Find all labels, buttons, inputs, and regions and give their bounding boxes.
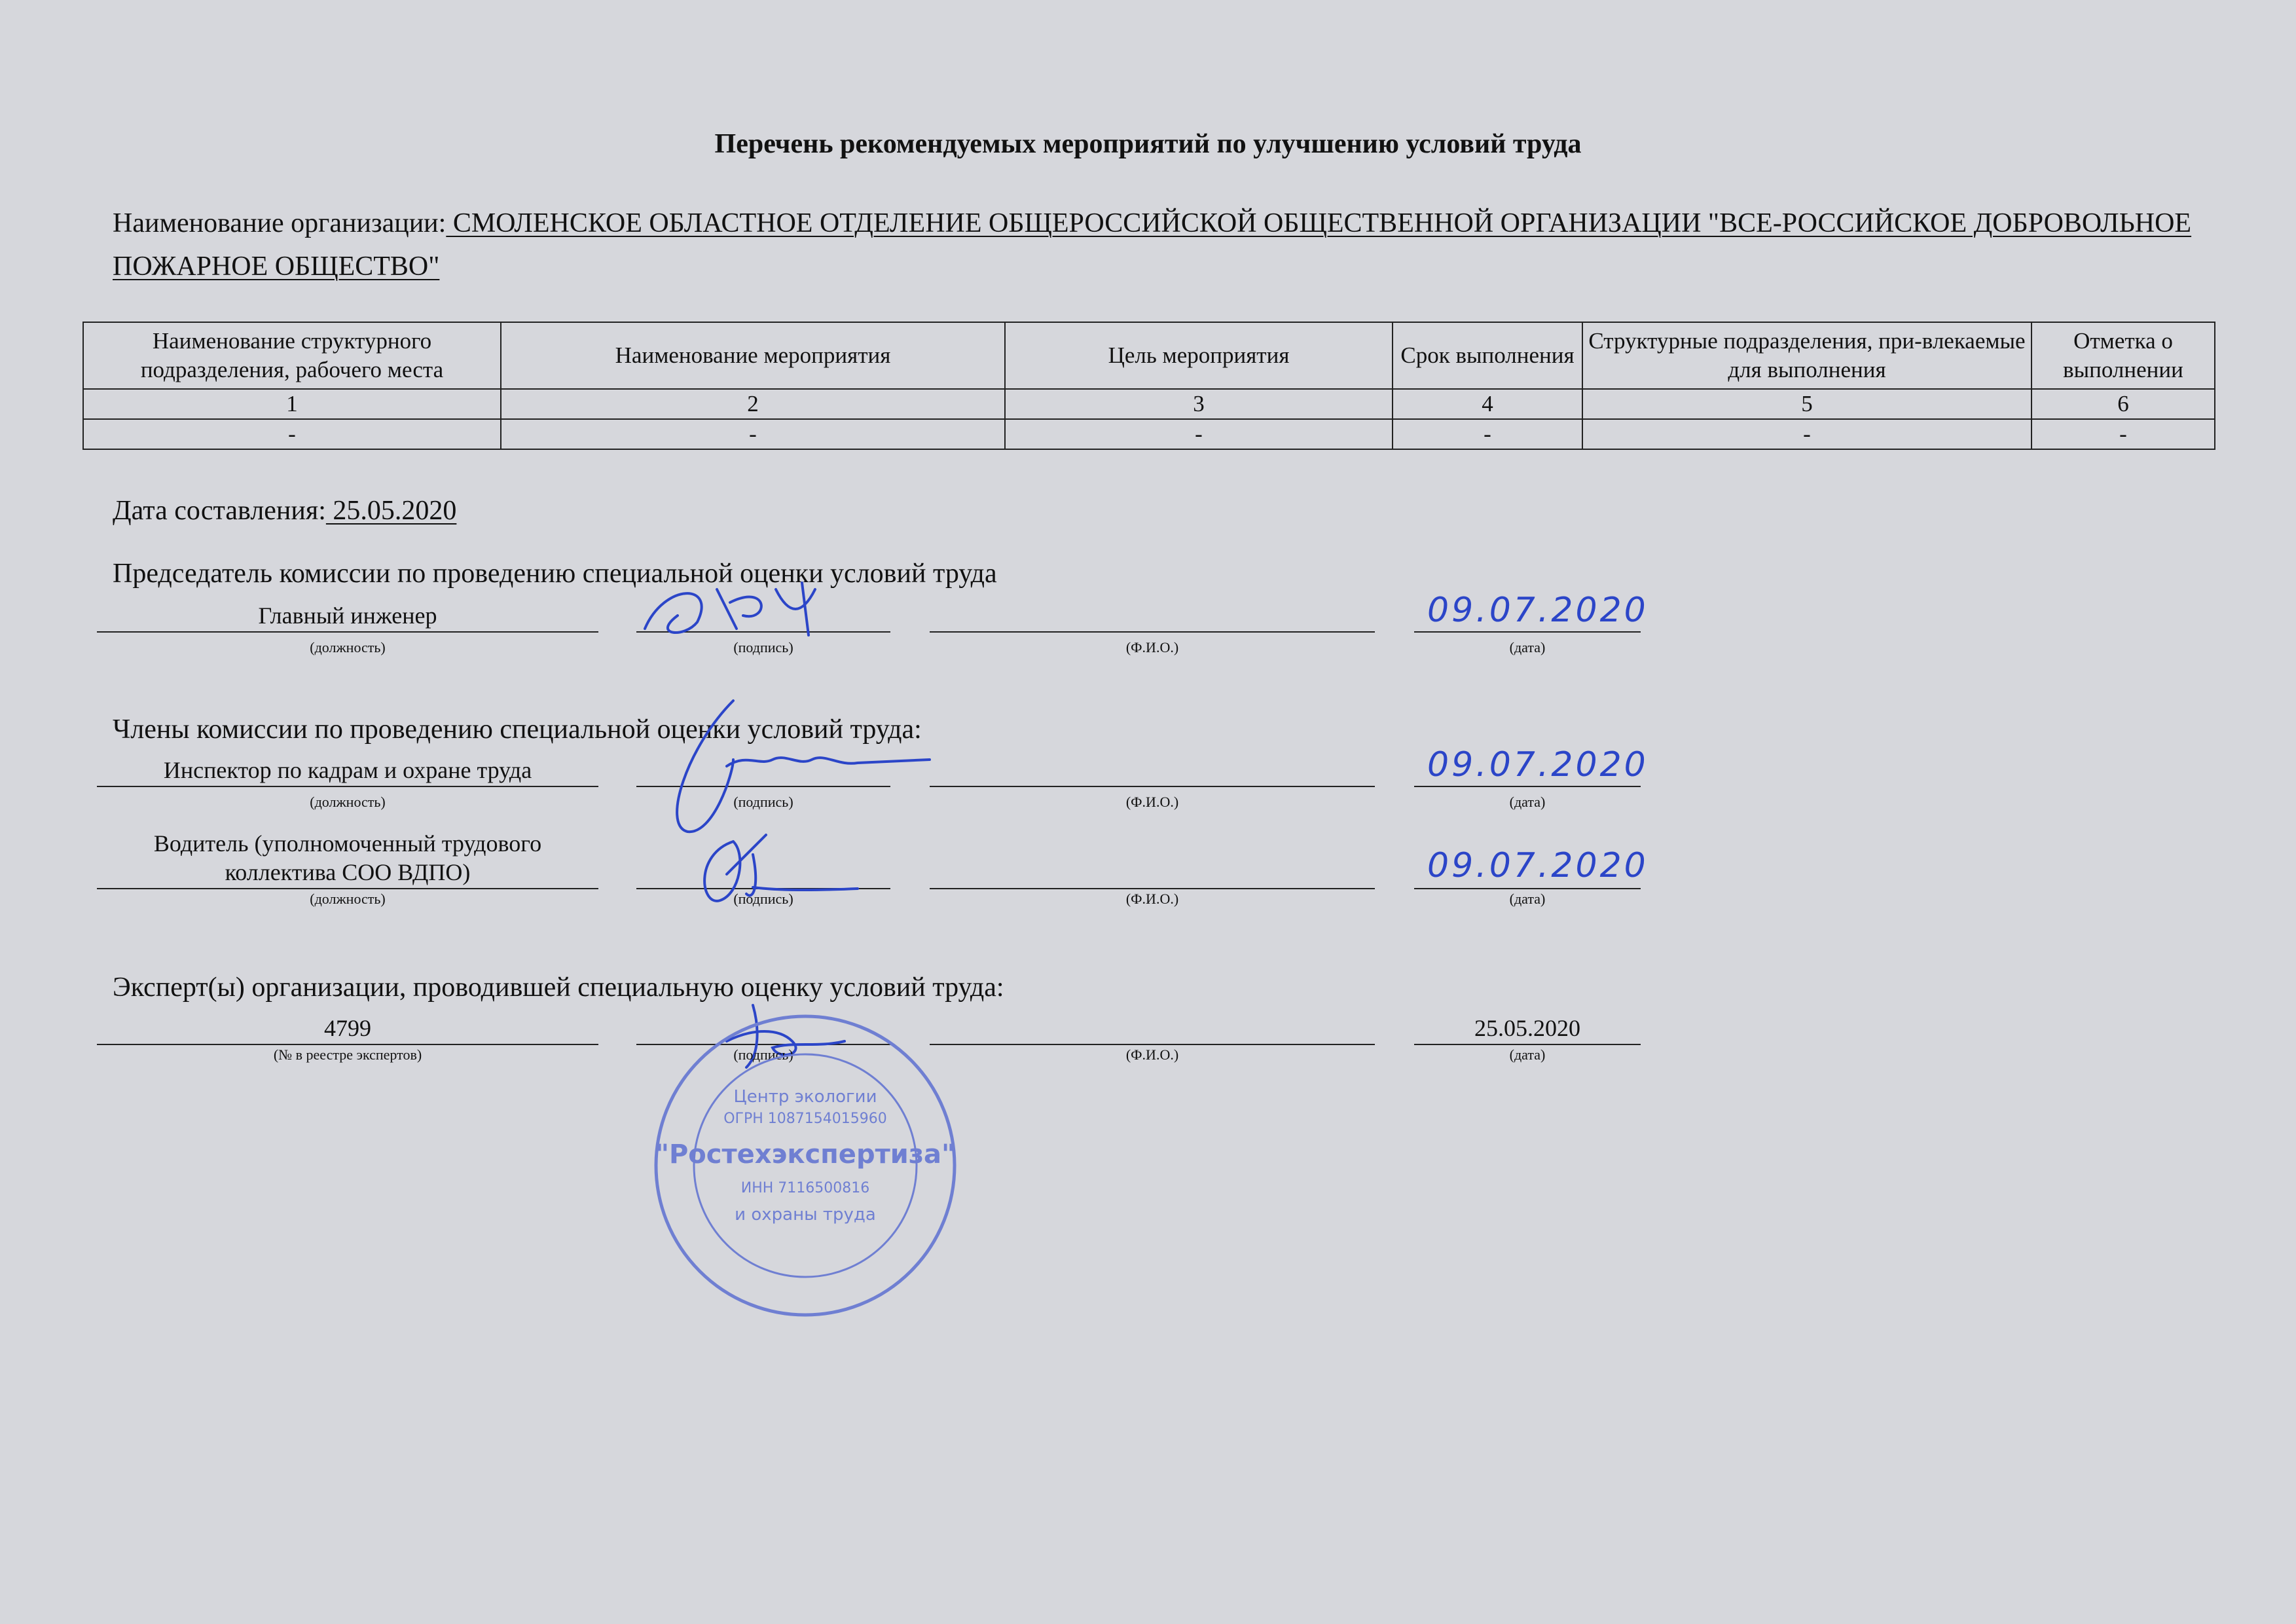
table-cell: - <box>83 419 501 449</box>
member-signature-icon <box>661 694 936 838</box>
member-date-line <box>1414 786 1641 787</box>
member-fio-line <box>930 786 1375 787</box>
member-position: Инспектор по кадрам и охране труда <box>163 757 532 783</box>
table-cell: - <box>2032 419 2215 449</box>
measures-table <box>82 322 2215 450</box>
header-cell: Цель мероприятия <box>1005 322 1393 389</box>
header-cell: Срок выполнения <box>1393 322 1582 389</box>
document-title: Перечень рекомендуемых мероприятий по улучшению условий труда <box>714 129 1582 159</box>
caption-signature: (подпись) <box>733 891 793 907</box>
caption-date: (дата) <box>1509 891 1546 907</box>
caption-date: (дата) <box>1509 639 1546 655</box>
number-cell: 2 <box>501 389 1005 419</box>
member-position-line <box>97 888 598 889</box>
members-heading: Члены комиссии по проведению специальной оценки условий труда: <box>113 714 922 745</box>
caption-fio: (Ф.И.О.) <box>1125 639 1179 655</box>
stamp-company: "Ростехэкспертиза" <box>655 1139 955 1170</box>
stamp-center-line1: Центр экологии <box>733 1087 877 1107</box>
chairman-position: Главный инженер <box>258 602 437 629</box>
table-cell: - <box>501 419 1005 449</box>
expert-date-line <box>1414 1044 1641 1045</box>
caption-registry: (№ в реестре экспертов) <box>273 1046 422 1063</box>
table-cell: - <box>1582 419 2032 449</box>
number-cell: 6 <box>2032 389 2215 419</box>
table-cell: - <box>1005 419 1393 449</box>
stamp-ogrn: ОГРН 1087154015960 <box>723 1111 887 1127</box>
date-compiled-label: Дата составления: <box>113 496 326 526</box>
experts-heading: Эксперт(ы) организации, проводившей специальную оценку условий труда: <box>113 972 1004 1003</box>
member-date-line <box>1414 888 1641 889</box>
organization-stamp <box>648 1008 962 1323</box>
caption-signature: (подпись) <box>733 1046 793 1063</box>
header-cell: Отметка о выполнении <box>2032 322 2215 389</box>
number-cell: 5 <box>1582 389 2032 419</box>
member-position-line <box>97 786 598 787</box>
expert-date: 25.05.2020 <box>1474 1015 1580 1041</box>
organization-label: Наименование организации: <box>113 208 446 238</box>
member-handwritten-date: 09.07.2020 <box>1427 745 1649 784</box>
caption-date: (дата) <box>1509 794 1546 810</box>
stamp-center-line2: и охраны труда <box>735 1205 876 1225</box>
date-compiled <box>113 495 456 526</box>
header-cell: Наименование мероприятия <box>501 322 1005 389</box>
organization-name: СМОЛЕНСКОЕ ОБЛАСТНОЕ ОТДЕЛЕНИЕ ОБЩЕРОССИЙСКОЙ ОБЩЕСТВЕННОЙ ОРГАНИЗАЦИИ "ВСЕ-РОССИЙСКОЕ ДОБРОВОЛЬНОЕ ПОЖАРНОЕ ОБЩЕСТВО" <box>113 208 2192 282</box>
caption-signature: (подпись) <box>733 794 793 810</box>
stamp-inn: ИНН 7116500816 <box>740 1180 870 1196</box>
table-cell: - <box>1393 419 1582 449</box>
number-cell: 4 <box>1393 389 1582 419</box>
caption-fio: (Ф.И.О.) <box>1125 1046 1179 1063</box>
caption-fio: (Ф.И.О.) <box>1125 794 1179 810</box>
chairman-signature-icon <box>638 576 874 642</box>
caption-signature: (подпись) <box>733 639 793 655</box>
chairman-heading: Председатель комиссии по проведению специальной оценки условий труда <box>113 559 997 589</box>
caption-date: (дата) <box>1509 1046 1546 1063</box>
caption-fio: (Ф.И.О.) <box>1125 891 1179 907</box>
expert-fio-line <box>930 1044 1375 1045</box>
chairman-fio-line <box>930 631 1375 633</box>
caption-position: (должность) <box>310 794 386 810</box>
expert-registry-line <box>97 1044 598 1045</box>
member-handwritten-date: 09.07.2020 <box>1427 846 1649 885</box>
caption-position: (должность) <box>310 891 386 907</box>
organization-line <box>113 202 2208 288</box>
table-row <box>83 419 2215 449</box>
number-cell: 1 <box>83 389 501 419</box>
chairman-date-line <box>1414 631 1641 633</box>
table-number-row <box>83 389 2215 419</box>
chairman-position-line <box>97 631 598 633</box>
member-position: Водитель (уполномоченный трудового коллектива СОО ВДПО) <box>153 830 542 885</box>
number-cell: 3 <box>1005 389 1393 419</box>
chairman-handwritten-date: 09.07.2020 <box>1427 591 1649 630</box>
caption-position: (должность) <box>310 639 386 655</box>
header-cell: Наименование структурного подразделения, рабочего места <box>83 322 501 389</box>
expert-registry-number: 4799 <box>324 1015 371 1041</box>
table-header-row <box>83 322 2215 389</box>
header-cell: Структурные подразделения, при-влекаемые для выполнения <box>1582 322 2032 389</box>
member-fio-line <box>930 888 1375 889</box>
date-compiled-value: 25.05.2020 <box>325 496 457 526</box>
